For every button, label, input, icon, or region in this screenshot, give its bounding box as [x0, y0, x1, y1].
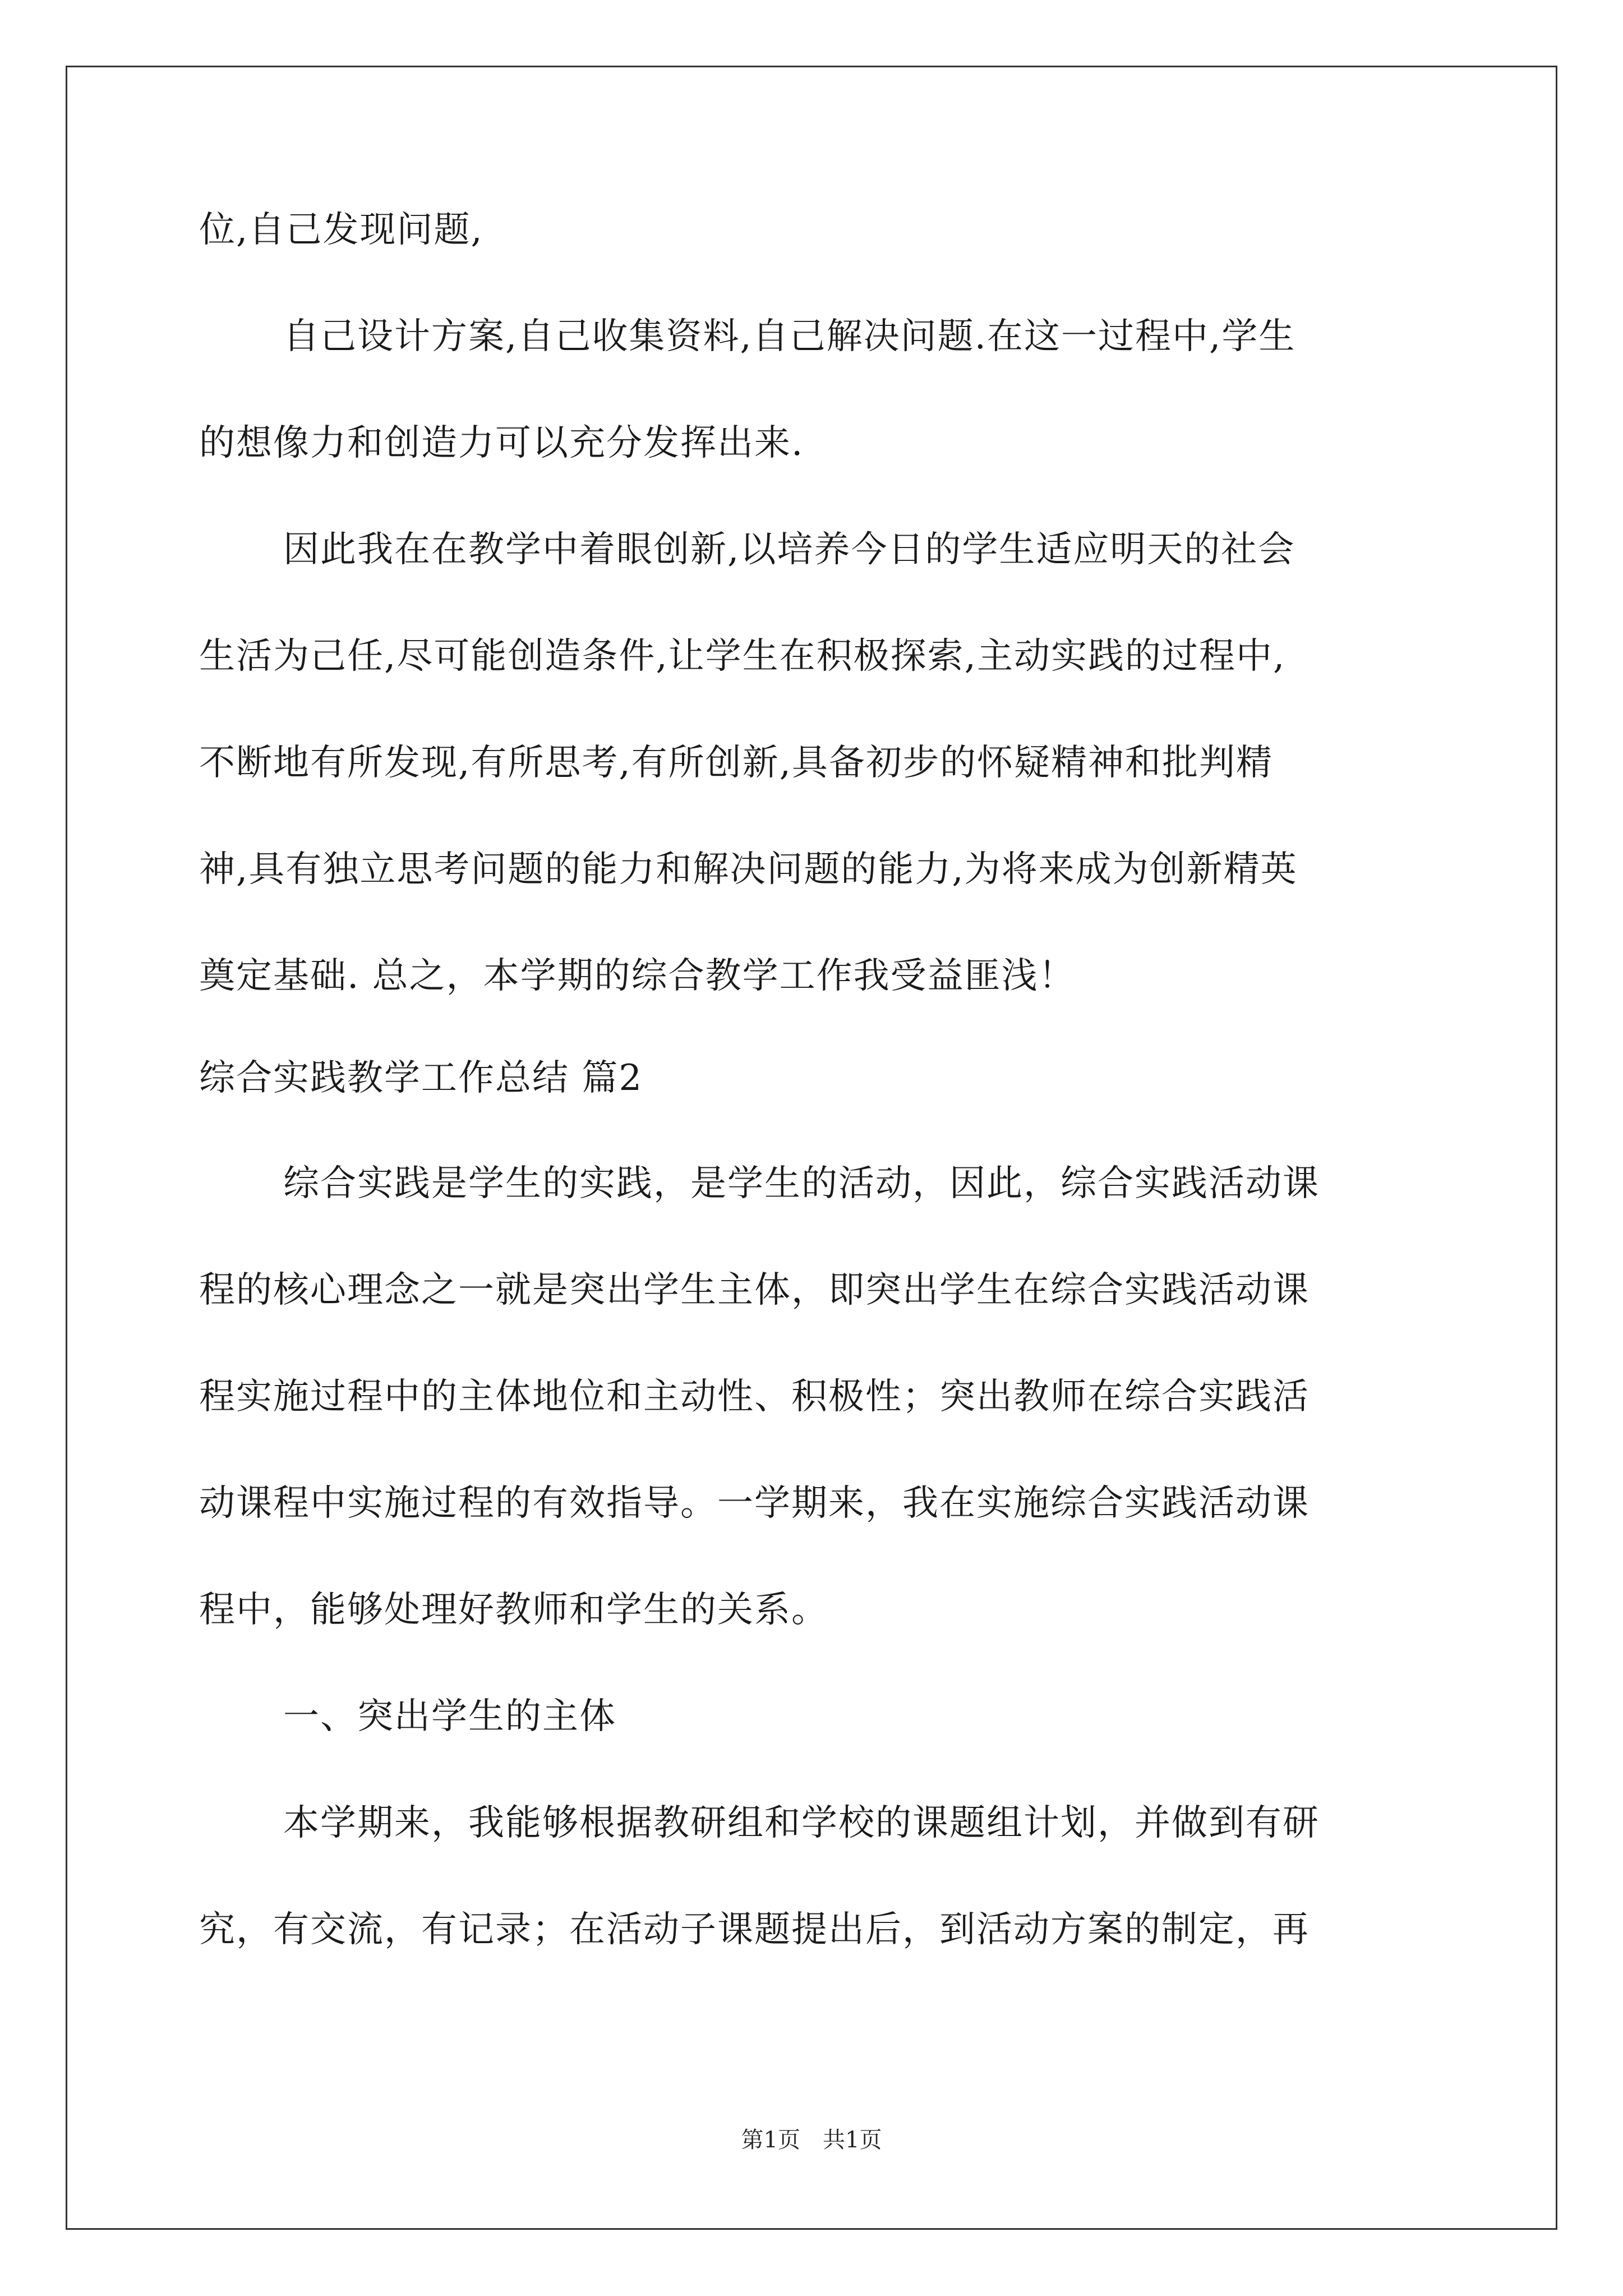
- page-border: [66, 66, 1557, 2230]
- text-line: 不断地有所发现,有所思考,有所创新,具备初步的怀疑精神和批判精: [199, 742, 1274, 784]
- paragraph-line: 因此我在在教学中着眼创新,以培养今日的学生适应明天的社会: [283, 529, 1295, 570]
- text-line: 程的核心理念之一就是突出学生主体，即突出学生在综合实践活动课: [199, 1269, 1310, 1311]
- section-heading: 综合实践教学工作总结 篇2: [199, 1057, 643, 1099]
- paragraph-line: 本学期来，我能够根据教研组和学校的课题组计划，并做到有研: [283, 1802, 1320, 1844]
- text-line: 奠定基础. 总之，本学期的综合教学工作我受益匪浅！: [199, 955, 1076, 997]
- text-line: 动课程中实施过程的有效指导。一学期来，我在实施综合实践活动课: [199, 1483, 1310, 1524]
- text-line: 的想像力和创造力可以充分发挥出来.: [199, 422, 804, 464]
- paragraph-line: 综合实践是学生的实践，是学生的活动，因此，综合实践活动课: [283, 1163, 1320, 1204]
- paragraph-line: 自己设计方案,自己收集资料,自己解决问题.在这一过程中,学生: [283, 316, 1296, 357]
- text-line: 程中，能够处理好教师和学生的关系。: [199, 1589, 828, 1631]
- text-line: 位,自己发现问题,: [199, 209, 483, 251]
- page-number: 第1页 共1页: [741, 2127, 882, 2153]
- subheading: 一、突出学生的主体: [283, 1696, 616, 1737]
- text-line: 生活为己任,尽可能创造条件,让学生在积极探索,主动实践的过程中,: [199, 636, 1286, 677]
- text-line: 程实施过程中的主体地位和主动性、积极性；突出教师在综合实践活: [199, 1376, 1310, 1418]
- text-line: 究，有交流，有记录；在活动子课题提出后，到活动方案的制定，再: [199, 1909, 1310, 1950]
- text-line: 神,具有独立思考问题的能力和解决问题的能力,为将来成为创新精英: [199, 849, 1298, 890]
